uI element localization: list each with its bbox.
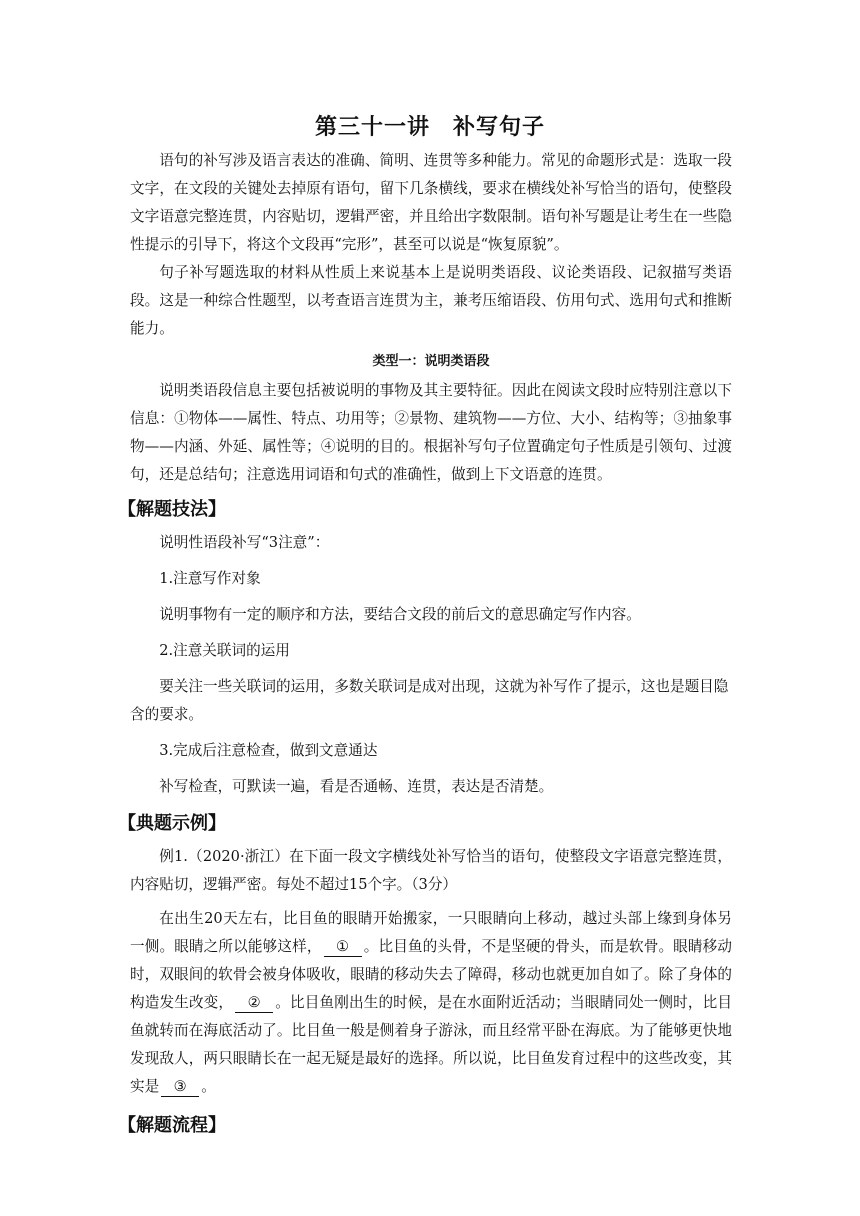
example-passage bbox=[130, 905, 732, 1101]
intro-paragraph-2: 句子补写题选取的材料从性质上来说基本上是说明类语段、议论类语段、记叙描写类语段。这是一种综合性题型，以考查语言连贯为主，兼考压缩语段、仿用句式、选用句式和推断能力。 bbox=[130, 264, 732, 337]
document-body bbox=[118, 147, 732, 1145]
technique-item: 补写检查，可默读一遍，看是否通畅、连贯，表达是否清楚。 bbox=[159, 778, 554, 795]
answer-blank-3: ③ bbox=[161, 1078, 199, 1097]
answer-blank-1: ① bbox=[324, 938, 362, 957]
technique-heading: 【解题技法】 bbox=[118, 499, 226, 520]
answer-blank-2: ② bbox=[235, 994, 273, 1013]
passage-text: 在出生20天左右，比目鱼的眼睛开始搬家，一只眼睛向上移动，越过头部上缘到身体另一侧。眼睛之所以能够这样， bbox=[130, 910, 732, 955]
type1-heading: 类型一：说明类语段 bbox=[372, 354, 490, 369]
page-title: 第三十一讲 补写句子 bbox=[314, 115, 545, 140]
example-question: 例1.（2020·浙江）在下面一段文字横线处补写恰当的语句，使整段文字语意完整连贯，内容贴切，逻辑严密。每处不超过15个字。（3分） bbox=[130, 848, 732, 893]
technique-item: 3.完成后注意检查，做到文意通达 bbox=[159, 742, 378, 759]
technique-item: 说明事物有一定的顺序和方法，要结合文段的前后文的意思确定写作内容。 bbox=[159, 606, 641, 623]
passage-text: 。 bbox=[201, 1078, 216, 1095]
intro-paragraph-1: 语句的补写涉及语言表达的准确、简明、连贯等多种能力。常见的命题形式是：选取一段文字，在文段的关键处去掉原有语句，留下几条横线，要求在横线处补写恰当的语句，使整段文字语意完整连贯，内容贴切，逻辑严密，并且给出字数限制。语句补写题是让考生在一些隐性提示的引导下，将这个文段再“完形”，甚至可以说是“恢复原貌”。 bbox=[130, 152, 732, 253]
passage-text: 。比目鱼刚出生的时候，是在水面附近活动；当眼睛同处一侧时，比目鱼就转而在海底活动了。比目鱼一般是侧着身子游泳，而且经常平卧在海底。为了能够更快地发现敌人，两只眼睛长在一起无疑是最好的选择。所以说，比目鱼发育过程中的这些改变，其实是 bbox=[130, 994, 732, 1095]
type1-paragraph: 说明类语段信息主要包括被说明的事物及其主要特征。因此在阅读文段时应特别注意以下信息：①物体——属性、特点、功用等；②景物、建筑物——方位、大小、结构等；③抽象事物——内涵、外延、属性等；④说明的目的。根据补写句子位置确定句子性质是引领句、过渡句，还是总结句；注意选用词语和句式的准确性，做到上下文语意的连贯。 bbox=[130, 382, 732, 483]
technique-item: 1.注意写作对象 bbox=[159, 570, 261, 587]
example-heading: 【典题示例】 bbox=[118, 813, 226, 834]
technique-item: 2.注意关联词的运用 bbox=[159, 642, 290, 659]
passage-text: 。比目鱼的头骨，不是坚硬的骨头，而是软骨。眼睛移动时，双眼间的软骨会被身体吸收，眼睛的移动失去了障碍，移动也就更加自如了。除了身体的构造发生改变， bbox=[130, 938, 732, 1011]
technique-item: 要关注一些关联词的运用，多数关联词是成对出现，这就为补写作了提示，这也是题目隐含的要求。 bbox=[130, 678, 729, 723]
technique-item: 说明性语段补写“3注意”： bbox=[159, 534, 330, 551]
process-heading: 【解题流程】 bbox=[118, 1115, 226, 1136]
